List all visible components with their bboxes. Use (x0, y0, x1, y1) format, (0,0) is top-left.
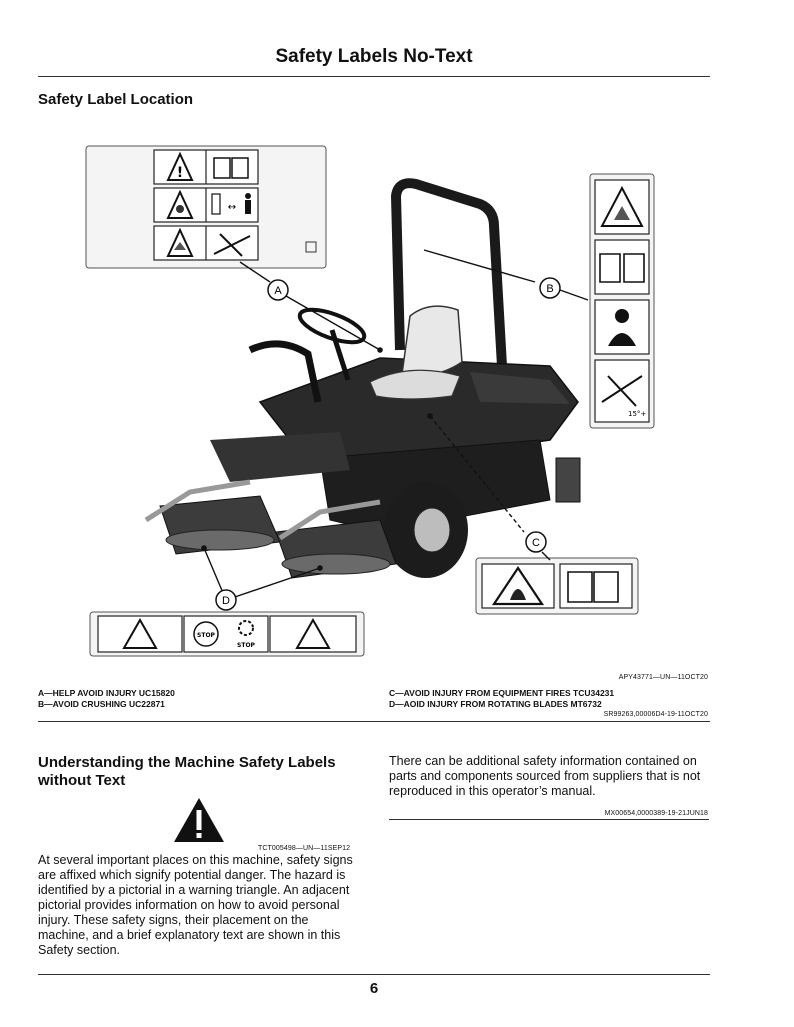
warning-triangle-icon (172, 796, 226, 844)
safety-label-location-figure (80, 140, 720, 670)
icon-id: TCT005498—UN—11SEP12 (258, 845, 351, 852)
section-heading: Safety Label Location (38, 91, 194, 108)
footer-divider (38, 974, 710, 975)
label-d-panel (90, 612, 364, 656)
legend-divider (38, 721, 710, 722)
callout-b (540, 278, 560, 298)
legend-a: A—HELP AVOID INJURY UC15820 (38, 688, 175, 698)
understanding-heading: Understanding the Machine Safety Labels without Text (38, 754, 336, 789)
legend-d: D—AOID INJURY FROM ROTATING BLADES MT6732 (389, 699, 602, 709)
page-number: 6 (369, 980, 379, 997)
svg-text:C: C (532, 537, 540, 549)
label-a-panel (86, 146, 326, 268)
svg-text:D: D (222, 595, 230, 607)
callout-d (216, 590, 236, 610)
callout-c (526, 532, 546, 552)
title-divider (38, 76, 710, 77)
legend-ref: SR99263,00006D4-19-11OCT20 (603, 711, 708, 718)
svg-text:!: ! (176, 165, 184, 181)
stop-label-2: STOP (237, 642, 255, 649)
understanding-paragraph: At several important places on this machine, safety signs are affixed which signify potential danger. The hazard is identified by a pictorial in a warning triangle. An adjacent pictorial provides information on how to avoid personal injury. These safety signs, their placement on the machine, and a brief explanatory text are shown in this Safety section. (38, 853, 353, 957)
additional-ref: MX00654,0000389-19-21JUN18 (604, 810, 708, 817)
legend-b: B—AVOID CRUSHING UC22871 (38, 699, 165, 709)
additional-paragraph: There can be additional safety information contained on parts and components sourced from suppliers that is not reproduced in this operator’s manual. (389, 754, 701, 798)
svg-text:A: A (274, 285, 282, 297)
callout-a (268, 280, 288, 300)
legend-c: C—AVOID INJURY FROM EQUIPMENT FIRES TCU34231 (389, 688, 615, 698)
figure-id: APY43771—UN—11OCT20 (618, 674, 708, 681)
label-b-angle: 15°+ (628, 410, 647, 418)
page-title: Safety Labels No-Text (275, 46, 473, 67)
additional-divider (389, 819, 709, 820)
svg-text:↔: ↔ (227, 202, 237, 213)
stop-label-1: STOP (197, 632, 215, 639)
svg-text:B: B (546, 283, 554, 295)
label-c-panel (476, 558, 638, 614)
label-b-panel (590, 174, 654, 428)
